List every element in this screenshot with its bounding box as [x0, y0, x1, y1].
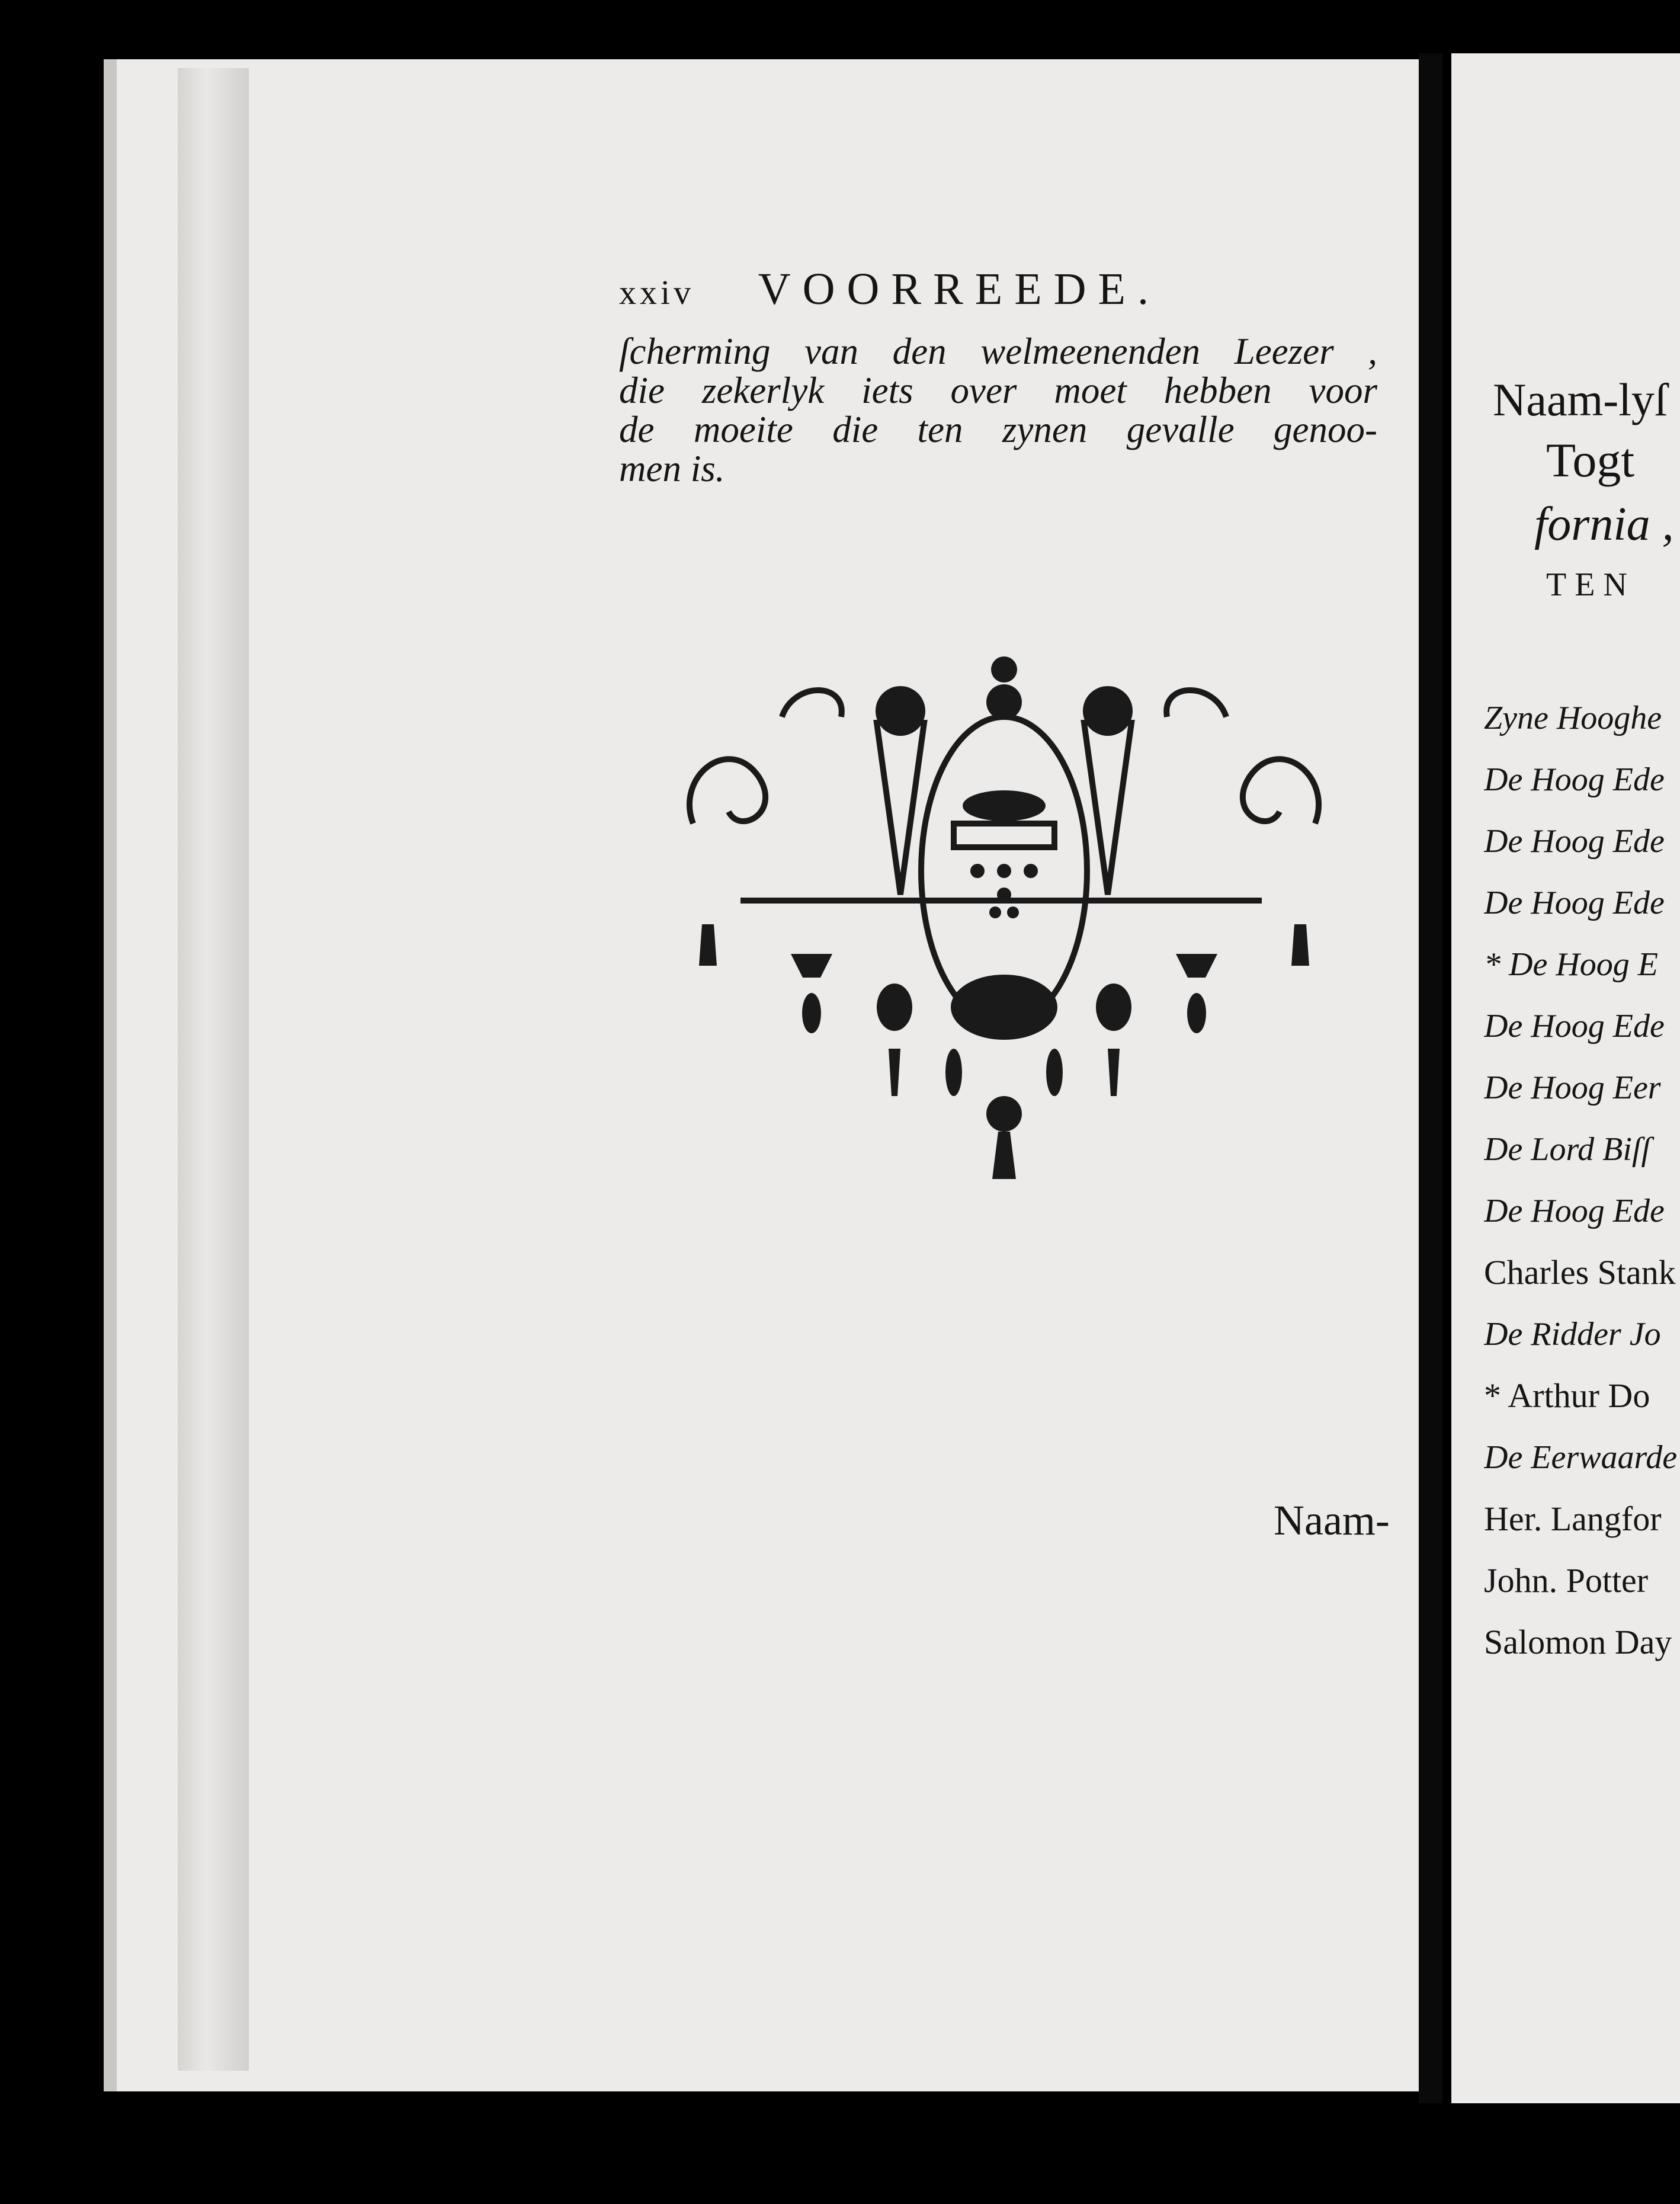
running-head-title: VOORREEDE.: [758, 264, 1160, 314]
subscriber-entry: De Eerwaarde: [1484, 1439, 1678, 1476]
right-title-line: Naam-lyſ: [1493, 374, 1668, 425]
right-title-line: fornia ,: [1534, 498, 1674, 550]
text-line: die zekerlyk iets over moet hebben voor: [619, 370, 1377, 411]
subscriber-entry: De Lord Biſſ: [1484, 1131, 1651, 1168]
right-title-line: TEN: [1546, 566, 1636, 603]
subscriber-entry: De Ridder Jo: [1484, 1316, 1661, 1353]
text-line: de moeite die ten zynen gevalle genoo-: [619, 409, 1377, 450]
subscriber-entry: Zyne Hooghe: [1484, 700, 1662, 736]
subscriber-entry: John. Potter: [1484, 1561, 1649, 1600]
subscriber-entry: De Hoog Eer: [1484, 1069, 1661, 1106]
book-gutter: [1419, 53, 1442, 2103]
subscriber-entry: De Hoog Ede: [1484, 885, 1665, 921]
right-title-line: Togt: [1546, 433, 1635, 487]
body-text: [619, 332, 1377, 488]
subscriber-list: [1484, 687, 1680, 1673]
subscriber-entry: Salomon Day: [1484, 1623, 1672, 1661]
page-edge-stack: [178, 68, 249, 2071]
folio: xxiv: [619, 273, 695, 312]
subscriber-entry: De Hoog Ede: [1484, 823, 1665, 860]
text-line: men is.: [619, 448, 725, 489]
running-head: [619, 264, 1229, 315]
subscriber-entry: * Arthur Do: [1484, 1376, 1650, 1415]
subscriber-entry: * De Hoog E: [1484, 946, 1658, 983]
tailpiece-ornament: [675, 646, 1333, 1203]
subscriber-entry: De Hoog Ede: [1484, 761, 1665, 798]
text-line: ſcherming van den welmeenenden Leezer ,: [619, 331, 1377, 372]
subscriber-entry: Charles Stank: [1484, 1253, 1676, 1292]
subscriber-entry: De Hoog Ede: [1484, 1193, 1665, 1229]
subscriber-entry: Her. Langfor: [1484, 1500, 1662, 1538]
catchword: Naam-: [1274, 1497, 1390, 1544]
subscriber-entry: De Hoog Ede: [1484, 1008, 1665, 1045]
